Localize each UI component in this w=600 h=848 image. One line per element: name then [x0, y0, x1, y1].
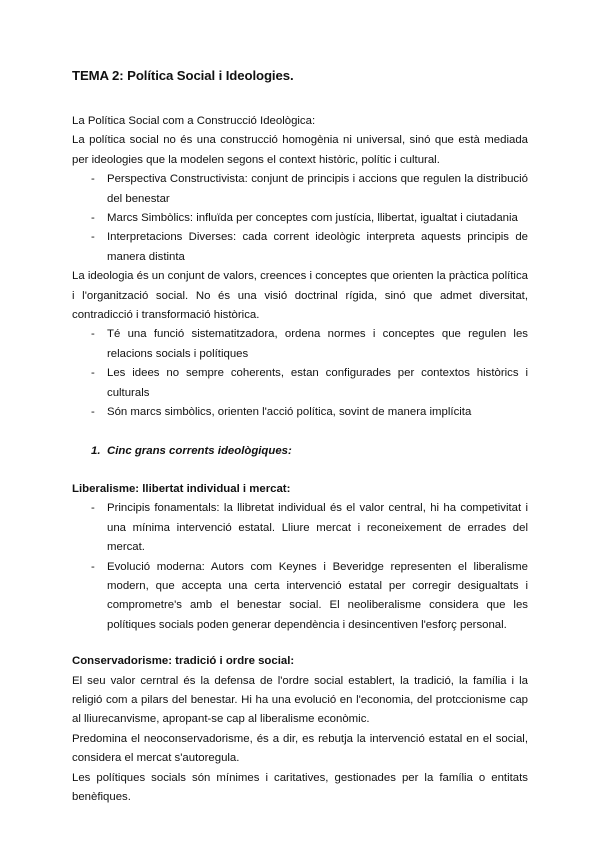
- list-number: 1.: [91, 444, 101, 457]
- list-item: - Principis fonamentals: la llibretat individual és el valor central, hi ha competivitat i una mínima intervenció estatal. Lliure mercat i reconeixement de errades del mercat.: [72, 499, 528, 557]
- paragraph-neoconservatism: Predomina el neoconservadorisme, és a dir, es rebutja la intervenció estatal en el social, considera el mercat s'autoregula.: [72, 732, 528, 765]
- section-heading-liberalism: Liberalisme: llibertat individual i mercat:: [72, 482, 291, 495]
- numbered-heading-five-currents: [72, 442, 528, 461]
- list-item: - Són marcs simbòlics, orienten l'acció política, sovint de manera implícita: [72, 403, 528, 422]
- list-item: - Interpretacions Diverses: cada corrent ideològic interpreta aquests principis de manera distinta: [72, 228, 528, 267]
- paragraph-conservatism-values: El seu valor cerntral és la defensa de l'ordre social establert, la tradició, la família i la religió com a pilars del benestar. Hi ha una evolució en l'economia, del protccionisme cap al lliurecanvisme, apropant-se cap al liberalisme econòmic.: [72, 674, 528, 726]
- section-heading-conservatism: Conservadorisme: tradició i ordre social:: [72, 655, 295, 668]
- paragraph-social-policies: Les polítiques socials són mínimes i caritatives, gestionades per la família o entitats benèfiques.: [72, 771, 528, 803]
- document-body: [72, 112, 528, 807]
- page-title: TEMA 2: Política Social i Ideologies.: [72, 68, 294, 83]
- list-item: - Marcs Simbòlics: influïda per conceptes com justícia, llibertat, igualtat i ciutadania: [72, 209, 528, 228]
- list-item: - Té una funció sistematitzadora, ordena normes i conceptes que regulen les relacions socials i polítiques: [72, 325, 528, 364]
- bullet-list-liberalism: [72, 499, 528, 635]
- numbered-heading-text: Cinc grans corrents ideològiques:: [107, 444, 292, 457]
- paragraph-social-policy: La política social no és una construcció homogènia ni universal, sinó que està mediada per ideologies que la modelen segons el context històric, polític i cultural.: [72, 134, 528, 166]
- list-item: - Les idees no sempre coherents, estan configurades per contextos històrics i culturals: [72, 364, 528, 403]
- paragraph-ideology-definition: La ideologia és un conjunt de valors, creences i conceptes que orienten la pràctica política i l'organització social. No és una visió doctrinal rígida, sinó que admet diversitat, contradicció i transformació històrica.: [72, 270, 528, 322]
- list-item: - Evolució moderna: Autors com Keynes i Beveridge representen el liberalisme modern, que accepta una certa intervenció estatal per corregir desigualtats i comprometre's amb el benestar social. El neoliberalisme considera que les polítiques socials poden generar dependència i desincentiven l'esforç personal.: [72, 558, 528, 636]
- section-heading-ideological-construction: La Política Social com a Construcció Ideològica:: [72, 115, 316, 127]
- list-item: - Perspectiva Constructivista: conjunt de principis i accions que regulen la distribució del benestar: [72, 170, 528, 209]
- bullet-list-ideology-features: [72, 325, 528, 422]
- bullet-list-perspectives: [72, 170, 528, 267]
